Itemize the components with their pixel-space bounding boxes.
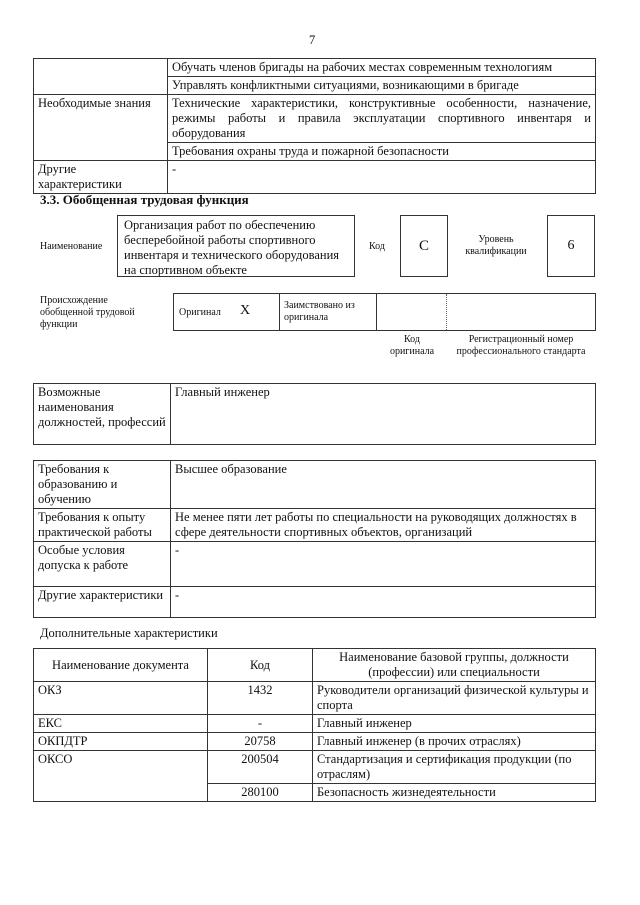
origin-row [173, 293, 596, 331]
name-cell: Стандартизация и сертификация продукции (по отраслям) [313, 751, 596, 784]
code-cell: - [208, 715, 313, 733]
row-label: Требования к опыту практической работы [34, 509, 171, 542]
code-value: C [418, 238, 429, 254]
row-label: Необходимые знания [34, 95, 168, 161]
code-cell: 200504 [208, 751, 313, 784]
additional-title: Дополнительные характеристики [40, 626, 218, 640]
skills-knowledge-table [33, 58, 596, 194]
table-row [34, 542, 596, 587]
cell-value: - [171, 587, 596, 618]
name-cell: Главный инженер (в прочих отраслях) [313, 733, 596, 751]
original-mark: X [240, 303, 251, 318]
code-original-caption: Код оригинала [389, 334, 435, 357]
code-cell: 280100 [208, 784, 313, 802]
level-label: Уровень квалификации [465, 234, 527, 257]
code-label: Код [369, 241, 385, 252]
header-code: Код [208, 649, 313, 682]
row-label: Возможные наименования должностей, профессий [34, 384, 171, 445]
row-label: Особые условия допуска к работе [34, 542, 171, 587]
cell-value: Технические характеристики, конструктивные особенности, назначение, режимы работы и правила эксплуатации спортивного инвентаря и оборудования [168, 95, 596, 143]
table-row [34, 682, 596, 715]
origin-divider [279, 294, 280, 330]
header-name: Наименование базовой группы, должности (профессии) или специальности [313, 649, 596, 682]
name-cell: Руководители организаций физической культуры и спорта [313, 682, 596, 715]
section-title: 3.3. Обобщенная трудовая функция [40, 192, 249, 207]
table-row [34, 461, 596, 509]
table-row [34, 715, 596, 733]
cell-value: Высшее образование [171, 461, 596, 509]
table-row [34, 59, 596, 77]
table-row [34, 161, 596, 194]
level-box [547, 215, 595, 277]
row-label: Другие характеристики [34, 587, 171, 618]
registration-caption: Регистрационный номер профессионального стандарта [456, 334, 586, 357]
code-cell: 20758 [208, 733, 313, 751]
origin-label: Происхождение обобщенной трудовой функции [40, 295, 135, 330]
row-label: Требования к образованию и обучению [34, 461, 171, 509]
code-box [400, 215, 448, 277]
function-name-value: Организация работ по обеспечению бесперебойной работы спортивного инвентаря и технического оборудования на спортивном объекте [124, 218, 340, 277]
page-number: 7 [309, 33, 316, 47]
doc-cell: ОКЗ [34, 682, 208, 715]
row-label: Другие характеристики [34, 161, 168, 194]
table-row [34, 733, 596, 751]
cell-value: Не менее пяти лет работы по специальности на руководящих должностях в сфере деятельности спортивных объектов, организаций [171, 509, 596, 542]
origin-divider [376, 294, 377, 330]
row-label [34, 59, 168, 95]
doc-cell: ОКПДТР [34, 733, 208, 751]
function-name-box [117, 215, 355, 277]
name-label: Наименование [40, 241, 103, 252]
level-value: 6 [567, 238, 575, 253]
cell-value: Требования охраны труда и пожарной безопасности [168, 143, 596, 161]
table-row [34, 751, 596, 784]
table-row [34, 95, 596, 143]
borrowed-label: Заимствовано из оригинала [284, 300, 355, 323]
cell-value: Обучать членов бригады на рабочих местах современным технологиям [168, 59, 596, 77]
additional-table [33, 648, 596, 802]
code-cell: 1432 [208, 682, 313, 715]
table-header-row [34, 649, 596, 682]
requirements-table [33, 460, 596, 618]
original-label: Оригинал [179, 307, 221, 318]
cell-value: Управлять конфликтными ситуациями, возникающими в бригаде [168, 77, 596, 95]
cell-value: - [168, 161, 596, 194]
table-row [34, 587, 596, 618]
cell-value: Главный инженер [171, 384, 596, 445]
cell-value: - [171, 542, 596, 587]
header-doc: Наименование документа [34, 649, 208, 682]
table-row [34, 509, 596, 542]
name-cell: Безопасность жизнедеятельности [313, 784, 596, 802]
name-cell: Главный инженер [313, 715, 596, 733]
table-row [34, 384, 596, 445]
doc-cell: ОКСО [34, 751, 208, 802]
doc-cell: ЕКС [34, 715, 208, 733]
origin-divider [446, 294, 447, 330]
positions-table [33, 383, 596, 445]
